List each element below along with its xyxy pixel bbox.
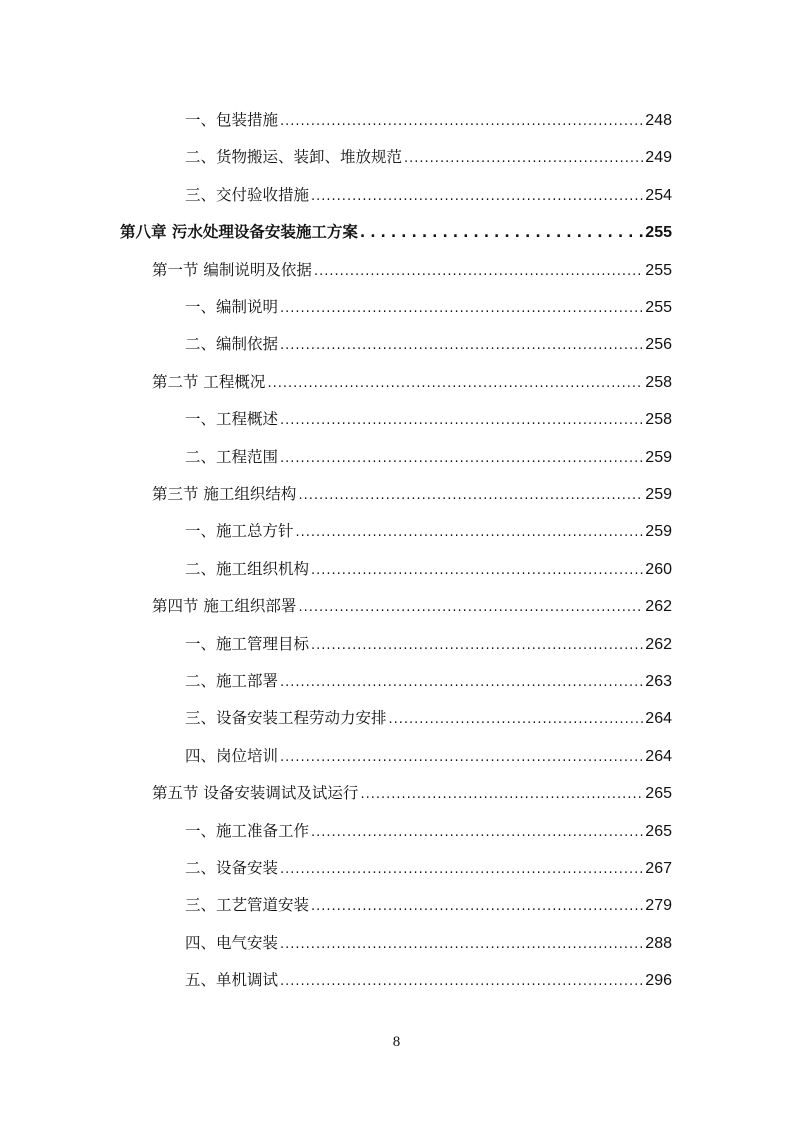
toc-leader-dots <box>280 746 643 770</box>
toc-leader-dots <box>298 596 643 620</box>
toc-item-entry[interactable] <box>185 295 672 319</box>
toc-page-number: 255 <box>645 299 672 316</box>
toc-item-entry[interactable] <box>185 108 672 132</box>
toc-entry-title: 一、包装措施 <box>185 111 279 129</box>
toc-leader-dots <box>280 409 643 433</box>
toc-leader-dots <box>280 970 643 994</box>
toc-item-entry[interactable] <box>185 145 672 169</box>
toc-leader-dots <box>404 147 643 171</box>
toc-entry-title: 第五节 设备安装调试及试运行 <box>152 784 359 803</box>
toc-page-number: 265 <box>645 785 672 803</box>
toc-page-number: 259 <box>645 448 672 466</box>
toc-entry-title: 二、货物搬运、装卸、堆放规范 <box>185 148 403 167</box>
toc-page-number: 296 <box>645 972 672 990</box>
toc-leader-dots <box>280 334 643 358</box>
toc-entry-title: 二、施工组织机构 <box>185 559 310 578</box>
toc-page-number: 256 <box>645 336 672 354</box>
toc-leader-dots <box>360 221 643 245</box>
toc-page-number: 259 <box>645 486 672 503</box>
toc-page-number: 258 <box>645 411 672 429</box>
toc-page-number: 258 <box>645 373 672 391</box>
toc-page-number: 259 <box>645 523 672 541</box>
toc-page-number: 265 <box>645 822 672 840</box>
toc-section-entry[interactable] <box>152 258 672 282</box>
toc-leader-dots <box>311 634 643 658</box>
toc-leader-dots <box>296 521 644 545</box>
toc-entry-title: 一、施工准备工作 <box>185 821 310 840</box>
toc-item-entry[interactable] <box>185 819 672 843</box>
toc-item-entry[interactable] <box>185 445 672 469</box>
toc-page-number: 254 <box>645 186 672 204</box>
toc-page-number: 264 <box>645 747 672 765</box>
toc-item-entry[interactable] <box>185 706 672 730</box>
toc-item-entry[interactable] <box>185 968 672 992</box>
toc-leader-dots <box>311 559 643 583</box>
toc-leader-dots <box>389 708 644 732</box>
toc-entry-title: 二、施工部署 <box>185 672 279 690</box>
toc-page-number: 262 <box>645 635 672 653</box>
toc-page-number: 267 <box>645 860 672 877</box>
toc-page-number: 288 <box>645 934 672 952</box>
toc-leader-dots <box>280 447 643 471</box>
toc-page-number: 279 <box>645 897 672 915</box>
toc-page-number: 260 <box>645 560 672 578</box>
toc-leader-dots <box>311 821 643 845</box>
toc-item-entry[interactable] <box>185 931 672 955</box>
toc-entry-title: 四、岗位培训 <box>185 746 279 765</box>
toc-leader-dots <box>280 110 643 134</box>
toc-page-number: 249 <box>645 149 672 167</box>
toc-entry-title: 一、编制说明 <box>185 298 279 316</box>
toc-entry-title: 二、设备安装 <box>185 859 279 877</box>
toc-item-entry[interactable] <box>185 893 672 917</box>
toc-section-entry[interactable] <box>152 594 672 618</box>
toc-entry-title: 第二节 工程概况 <box>152 372 266 391</box>
toc-item-entry[interactable] <box>185 557 672 581</box>
toc-entry-title: 一、工程概述 <box>185 410 279 429</box>
toc-item-entry[interactable] <box>185 332 672 356</box>
toc-entry-title: 第一节 编制说明及依据 <box>152 260 312 279</box>
toc-leader-dots <box>280 671 643 695</box>
page-number-footer: 8 <box>392 1034 401 1050</box>
toc-page-number: 264 <box>645 710 672 728</box>
toc-item-entry[interactable] <box>185 669 672 693</box>
toc-section-entry[interactable] <box>152 482 672 506</box>
toc-leader-dots <box>360 783 643 807</box>
toc-entry-title: 第三节 施工组织结构 <box>152 485 297 503</box>
toc-chapter-entry[interactable] <box>120 220 672 244</box>
toc-leader-dots <box>314 260 643 284</box>
toc-item-entry[interactable] <box>185 519 672 543</box>
toc-page-number: 263 <box>645 673 672 690</box>
toc-item-entry[interactable] <box>185 856 672 880</box>
toc-leader-dots <box>267 372 643 396</box>
toc-entry-title: 二、编制依据 <box>185 335 279 354</box>
toc-page-number: 255 <box>645 261 672 279</box>
toc-leader-dots <box>311 185 643 209</box>
toc-leader-dots <box>280 933 643 957</box>
toc-item-entry[interactable] <box>185 407 672 431</box>
toc-entry-title: 三、交付验收措施 <box>185 185 310 204</box>
toc-leader-dots <box>280 297 643 321</box>
toc-entry-title: 二、工程范围 <box>185 447 279 466</box>
toc-entry-title: 三、工艺管道安装 <box>185 896 310 915</box>
toc-leader-dots <box>298 484 643 508</box>
toc-entry-title: 五、单机调试 <box>185 971 279 990</box>
toc-entry-title: 第八章 污水处理设备安装施工方案 <box>120 223 358 242</box>
toc-section-entry[interactable] <box>152 781 672 805</box>
toc-leader-dots <box>280 858 643 882</box>
toc-page-number: 262 <box>645 598 672 616</box>
toc-item-entry[interactable] <box>185 183 672 207</box>
toc-page-number: 255 <box>645 224 672 242</box>
toc-entry-title: 四、电气安装 <box>185 933 279 952</box>
toc-item-entry[interactable] <box>185 744 672 768</box>
toc-entry-title: 三、设备安装工程劳动力安排 <box>185 709 387 728</box>
toc-page-number: 248 <box>645 112 672 129</box>
toc-entry-title: 一、施工管理目标 <box>185 634 310 653</box>
toc-section-entry[interactable] <box>152 370 672 394</box>
toc-entry-title: 一、施工总方针 <box>185 522 294 541</box>
toc-item-entry[interactable] <box>185 632 672 656</box>
toc-entry-title: 第四节 施工组织部署 <box>152 597 297 616</box>
toc-leader-dots <box>311 895 643 919</box>
